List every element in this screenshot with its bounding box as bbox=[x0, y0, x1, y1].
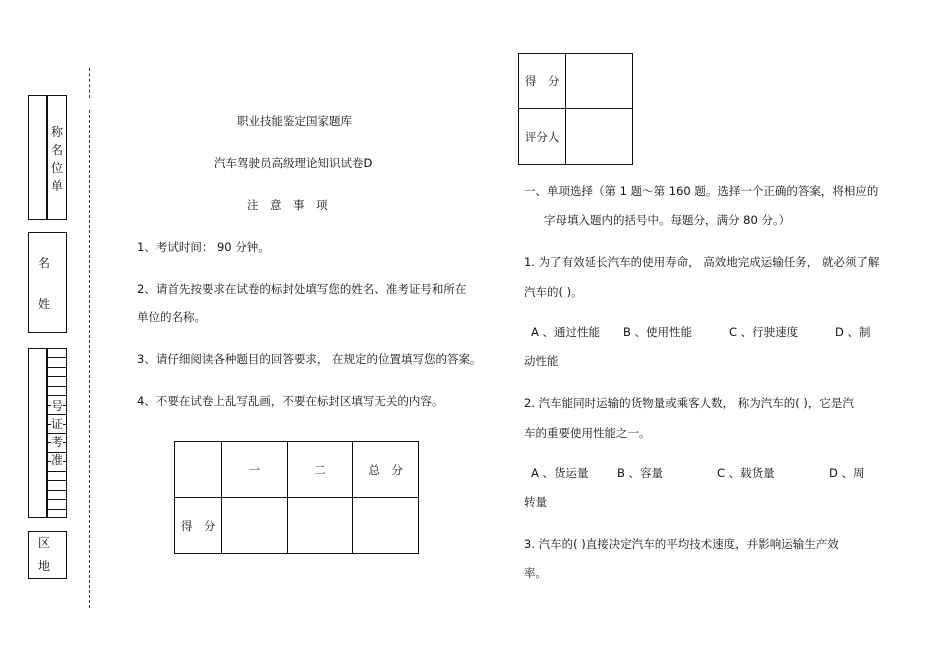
id-char-2: 证 bbox=[51, 417, 64, 431]
notice-2-cont: 单位的名称。 bbox=[137, 310, 206, 324]
q1-option-b: B 、使用性能 bbox=[623, 325, 693, 339]
region-char-1: 区 bbox=[38, 536, 51, 550]
q3-stem-1: 3. 汽车的( )直接决定汽车的平均技术速度，并影响运输生产效 bbox=[524, 537, 839, 551]
q2-option-d: D 、周 bbox=[829, 466, 865, 480]
unit-box bbox=[28, 95, 67, 220]
notice-4: 4、不要在试卷上乱写乱画，不要在标封区填写无关的内容。 bbox=[137, 394, 444, 408]
id-char-4: 准 bbox=[51, 453, 64, 467]
exam-id-grid-line bbox=[46, 395, 67, 396]
name-box bbox=[28, 232, 67, 333]
score-table-header-2: 二 bbox=[287, 442, 352, 498]
score-table bbox=[174, 441, 419, 554]
score-table-header-1: 一 bbox=[222, 442, 287, 498]
q2-option-c: C 、载货量 bbox=[717, 466, 775, 480]
id-char-1: 号 bbox=[51, 399, 64, 413]
score-table-row-label: 得 分 bbox=[175, 498, 222, 554]
grader-score-label: 得 分 bbox=[519, 54, 566, 109]
binding-dashed-line bbox=[89, 110, 90, 608]
name-char-1: 名 bbox=[38, 256, 51, 270]
score-cell-total[interactable] bbox=[353, 498, 419, 554]
score-cell-2[interactable] bbox=[287, 498, 352, 554]
grader-label: 评分人 bbox=[519, 109, 566, 165]
q2-stem-1: 2. 汽车能同时运输的货物量或乘客人数， 称为汽车的( )，它是汽 bbox=[524, 396, 854, 410]
exam-id-grid-line bbox=[46, 499, 67, 500]
name-char-2: 姓 bbox=[38, 297, 51, 311]
score-table-header-total: 总 分 bbox=[353, 442, 419, 498]
notice-3: 3、请仔细阅读各种题目的回答要求， 在规定的位置填写您的答案。 bbox=[137, 352, 482, 366]
notice-title: 注 意 事 项 bbox=[247, 198, 328, 212]
binding-dashed-line-top bbox=[89, 68, 90, 98]
q1-option-d: D 、制 bbox=[835, 325, 871, 339]
exam-id-grid-line bbox=[46, 509, 67, 510]
unit-char-2: 名 bbox=[51, 143, 64, 157]
exam-id-grid-line bbox=[46, 376, 67, 377]
notice-1: 1、考试时间： 90 分钟。 bbox=[137, 240, 270, 254]
exam-id-grid-line bbox=[46, 357, 67, 358]
exam-id-grid-line bbox=[46, 480, 67, 481]
unit-box-divider bbox=[46, 95, 48, 220]
q2-stem-2: 车的重要使用性能之一。 bbox=[524, 426, 651, 440]
unit-char-3: 位 bbox=[51, 161, 64, 175]
section-instruction-2: 字母填入题内的括号中。每题分，满分 80 分。） bbox=[544, 213, 791, 227]
score-table-header-blank bbox=[175, 442, 222, 498]
q2-option-d-wrap: 转量 bbox=[524, 495, 547, 509]
exam-id-grid-line bbox=[46, 433, 67, 434]
unit-char-4: 单 bbox=[51, 179, 64, 193]
exam-id-grid-line bbox=[46, 386, 67, 387]
org-title: 职业技能鉴定国家题库 bbox=[237, 114, 352, 128]
q2-option-b: B 、容量 bbox=[617, 466, 664, 480]
q1-option-d-wrap: 动性能 bbox=[524, 354, 559, 368]
paper-title: 汽车驾驶员高级理论知识试卷D bbox=[214, 156, 373, 170]
grader-table bbox=[518, 53, 633, 165]
notice-2: 2、请首先按要求在试卷的标封处填写您的姓名、准考证号和所在 bbox=[137, 282, 467, 296]
unit-char-1: 称 bbox=[51, 125, 64, 139]
q1-option-c: C 、行驶速度 bbox=[729, 325, 799, 339]
q1-stem-1: 1. 为了有效延长汽车的使用寿命， 高效地完成运输任务， 就必须了解 bbox=[524, 255, 880, 269]
grader-cell[interactable] bbox=[566, 109, 633, 165]
exam-id-grid-line bbox=[46, 490, 67, 491]
grader-score-cell[interactable] bbox=[566, 54, 633, 109]
q2-option-a: A 、货运量 bbox=[531, 466, 589, 480]
exam-id-grid-line bbox=[46, 414, 67, 415]
q3-stem-2: 率。 bbox=[524, 566, 547, 580]
exam-id-grid-line bbox=[46, 367, 67, 368]
exam-id-grid-line bbox=[46, 471, 67, 472]
id-char-3: 考 bbox=[51, 435, 64, 449]
score-cell-1[interactable] bbox=[222, 498, 287, 554]
q1-option-a: A 、通过性能 bbox=[531, 325, 601, 339]
region-char-2: 地 bbox=[38, 559, 51, 573]
q1-stem-2: 汽车的( )。 bbox=[524, 285, 583, 299]
section-instruction-1: 一、单项选择（第 1 题～第 160 题。选择一个正确的答案，将相应的 bbox=[524, 184, 879, 198]
